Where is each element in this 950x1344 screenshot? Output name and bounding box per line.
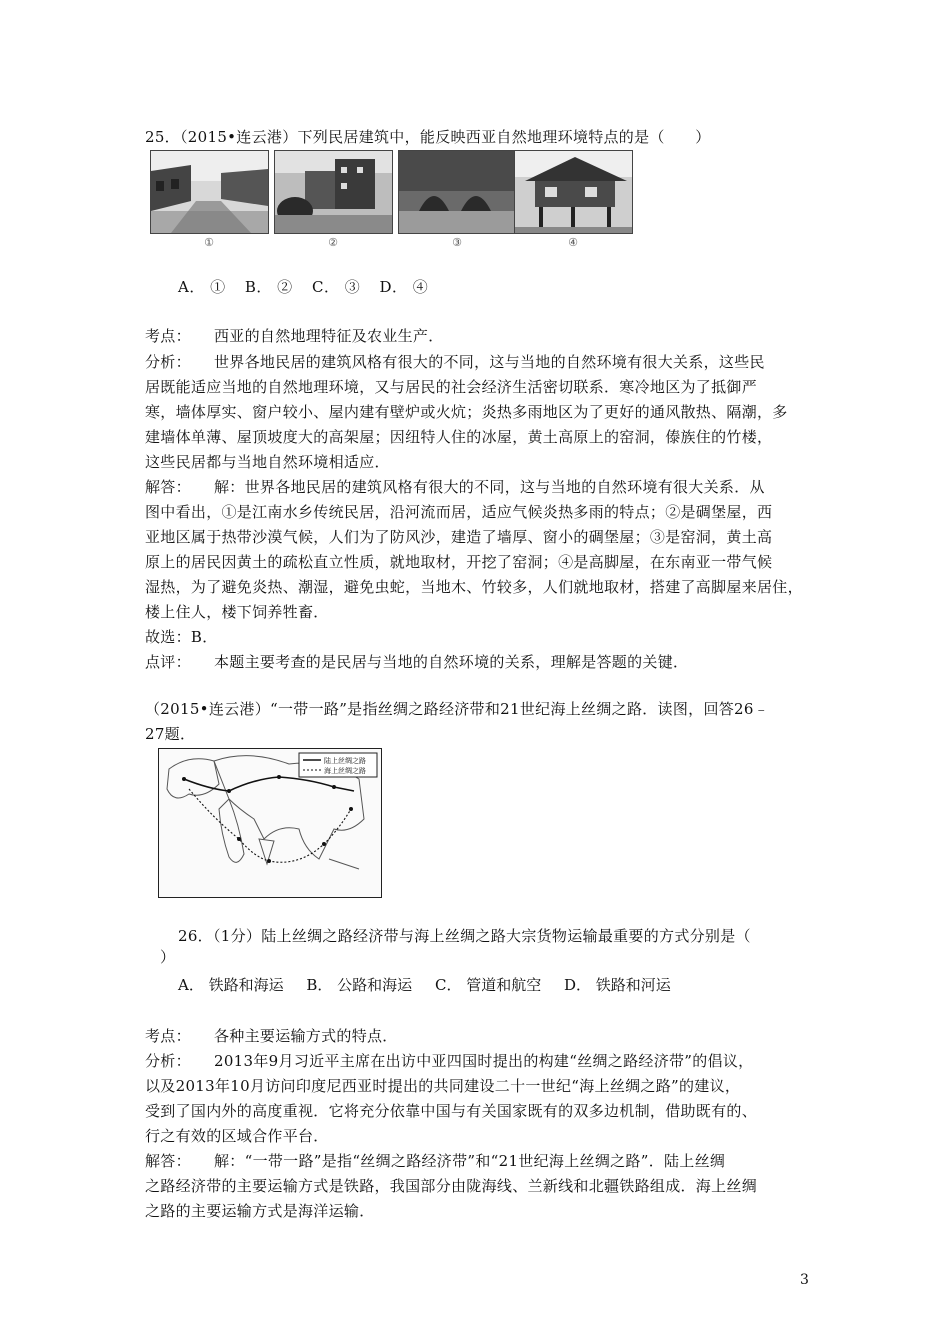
q26-stem-line-1: 26．（1分）陆上丝绸之路经济带与海上丝绸之路大宗货物运输最重要的方式分别是（: [178, 927, 751, 945]
q25-fenxi-line-4: 建墙体单薄、屋顶坡度大的高架屋；因纽特人住的冰屋，黄土高原上的窑洞，傣族住的竹楼，: [145, 428, 773, 446]
q26-stem-line-2: ）: [160, 948, 176, 966]
q26-options: [178, 974, 689, 995]
q26-option-c[interactable]: C． 管道和航空: [434, 976, 542, 994]
q26-fenxi-line-2: 以及2013年10月访问印度尼西亚时提出的共同建设二十一世纪“海上丝绸之路”的建议，: [145, 1077, 741, 1095]
q25-option-c[interactable]: C． ③: [311, 278, 361, 296]
q26-option-a[interactable]: A． 铁路和海运: [178, 976, 284, 994]
q26-option-b[interactable]: B． 公路和海运: [306, 976, 413, 994]
q25-option-b[interactable]: B． ②: [244, 278, 293, 296]
intro-line-1: （2015•连云港）“一带一路”是指丝绸之路经济带和21世纪海上丝绸之路．读图，回答26﹣: [145, 700, 770, 718]
q25-jieda-line-1: 解答： 解：世界各地民居的建筑风格有很大的不同，这与当地的自然环境有很大关系．从: [145, 478, 765, 496]
q25-answer: 故选：B．: [145, 628, 218, 646]
intro-line-2: 27题．: [145, 725, 196, 743]
q26-fenxi-line-1: 分析： 2013年9月习近平主席在出访中亚四国时提出的构建“丝绸之路经济带”的倡议，: [145, 1052, 754, 1070]
q26-jieda-line-3: 之路的主要运输方式是海洋运输．: [145, 1202, 375, 1220]
q25-fenxi-line-2: 居既能适应当地的自然地理环境，又与居民的社会经济生活密切联系．寒冷地区为了抵御严: [145, 378, 758, 396]
q25-fenxi-line-1: 分析： 世界各地民居的建筑风格有很大的不同，这与当地的自然环境有很大关系，这些民: [145, 353, 765, 371]
photo-cave-dwelling: [398, 150, 517, 234]
photo-label-3: ③: [452, 236, 462, 249]
q26-jieda-line-1: 解答： 解：“一带一路”是指“丝绸之路经济带”和“21世纪海上丝绸之路”．陆上丝绸: [145, 1152, 726, 1170]
q25-kaodian: 考点： 西亚的自然地理特征及农业生产．: [145, 327, 444, 345]
q25-jieda-line-3: 亚地区属于热带沙漠气候，人们为了防风沙，建造了墙厚、窗小的碉堡屋；③是窑洞，黄土高: [145, 528, 773, 546]
q25-option-d[interactable]: D． ④: [379, 278, 429, 296]
q25-fenxi-line-3: 寒，墙体厚实、窗户较小、屋内建有壁炉或火炕；炎热多雨地区为了更好的通风散热、隔潮，多: [145, 403, 788, 421]
photo-fortress-house: [274, 150, 393, 234]
page-number: 3: [800, 1272, 809, 1288]
photo-water-town: [150, 150, 269, 234]
q25-fenxi-line-5: 这些民居都与当地自然环境相适应．: [145, 453, 390, 471]
q26-option-d[interactable]: D． 铁路和河运: [564, 976, 671, 994]
photo-stilt-house: [514, 150, 633, 234]
q25-jieda-line-5: 湿热，为了避免炎热、潮湿，避免虫蛇，当地木、竹较多，人们就地取材，搭建了高脚屋来居住，: [145, 578, 803, 596]
photo-label-1: ①: [204, 236, 214, 249]
q26-fenxi-line-4: 行之有效的区域合作平台．: [145, 1127, 329, 1145]
q25-options: [178, 276, 442, 297]
q26-kaodian: 考点： 各种主要运输方式的特点．: [145, 1027, 398, 1045]
q25-jieda-line-4: 原上的居民因黄土的疏松直立性质，就地取材，开挖了窑洞；④是高脚屋，在东南亚一带气候: [145, 553, 773, 571]
q25-jieda-line-6: 楼上住人，楼下饲养牲畜．: [145, 603, 329, 621]
q25-dianping: 点评： 本题主要考查的是民居与当地的自然环境的关系，理解是答题的关键．: [145, 653, 689, 671]
map-legend-land: 陆上丝绸之路: [324, 757, 366, 765]
photo-label-4: ④: [568, 236, 578, 249]
q26-fenxi-line-3: 受到了国内外的高度重视．它将充分依靠中国与有关国家既有的双多边机制，借助既有的、: [145, 1102, 758, 1120]
q25-option-a[interactable]: A． ①: [178, 278, 226, 296]
silk-road-map: [158, 748, 382, 898]
photo-label-2: ②: [328, 236, 338, 249]
q26-jieda-line-2: 之路经济带的主要运输方式是铁路，我国部分由陇海线、兰新线和北疆铁路组成．海上丝绸: [145, 1177, 758, 1195]
map-legend-sea: 海上丝绸之路: [324, 767, 366, 775]
q25-jieda-line-2: 图中看出，①是江南水乡传统民居，沿河流而居，适应气候炎热多雨的特点；②是碉堡屋，西: [145, 503, 773, 521]
q25-stem: 25．（2015•连云港）下列民居建筑中，能反映西亚自然地理环境特点的是（ ）: [145, 128, 711, 146]
q25-photo-strip: [150, 150, 608, 250]
